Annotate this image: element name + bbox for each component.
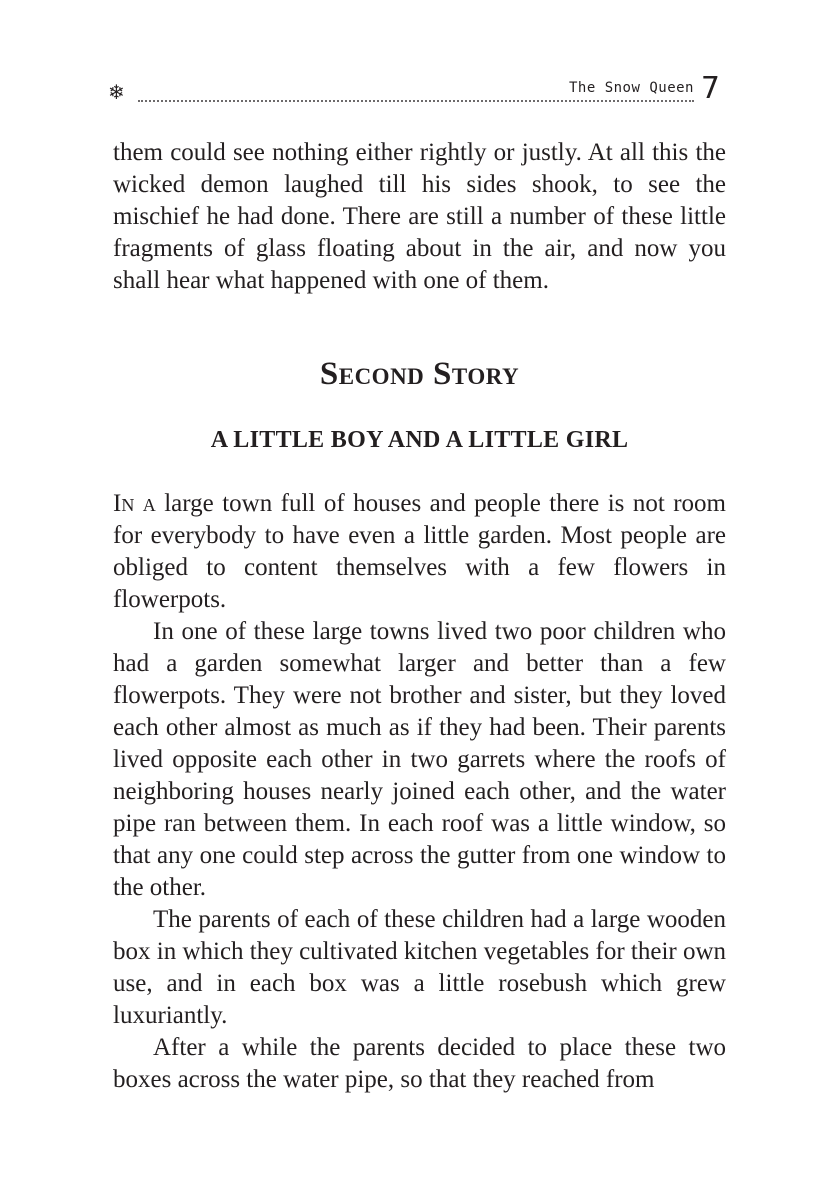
continuation-text [113,137,726,297]
paragraph-3: The parents of each of these children had a large wooden box in which they cultivated kitchen vegetables for their own use, and in each box was a little rosebush which grew luxuriantly. [113,906,727,1029]
paragraph-lead-caps: In a [113,490,156,517]
snowflake-icon: ❄ [108,80,125,104]
story-title: Second Story [319,356,520,392]
dotted-leader [138,100,694,102]
continuation-paragraph: them could see nothing either rightly or justly. At all this the wicked demon laughed till his sides shook, to see the mischief he had done. There are still a number of these little fragments of glass floating about in the air, and now you shall hear what happened with one of them. [113,139,726,294]
paragraph-1 [113,488,726,616]
chapter-body [113,488,726,1096]
paragraph-4: After a while the parents decided to place these two boxes across the water pipe, so that they reached from [113,1034,726,1093]
page-number: 7 [700,71,720,106]
paragraph-2: In one of these large towns lived two poor children who had a garden somewhat larger and better than a few flowerpots. They were not brother and sister, but they loved each other almost as much as if they had been. Their parents lived opposite each other in two garrets where the roofs of neighboring houses nearly joined each other, and the water pipe ran between them. In each roof was a little window, so that any one could step across the gutter from one window to the other. [113,618,726,901]
paragraph-1-text: large town full of houses and people there is not room for everybody to have even a little garden. Most people are obliged to content themselves with a few flowers in flowerpots. [113,490,726,613]
chapter-title: A LITTLE BOY AND A LITTLE GIRL [210,427,629,453]
running-header [108,72,720,108]
running-title: The Snow Queen [565,80,694,96]
